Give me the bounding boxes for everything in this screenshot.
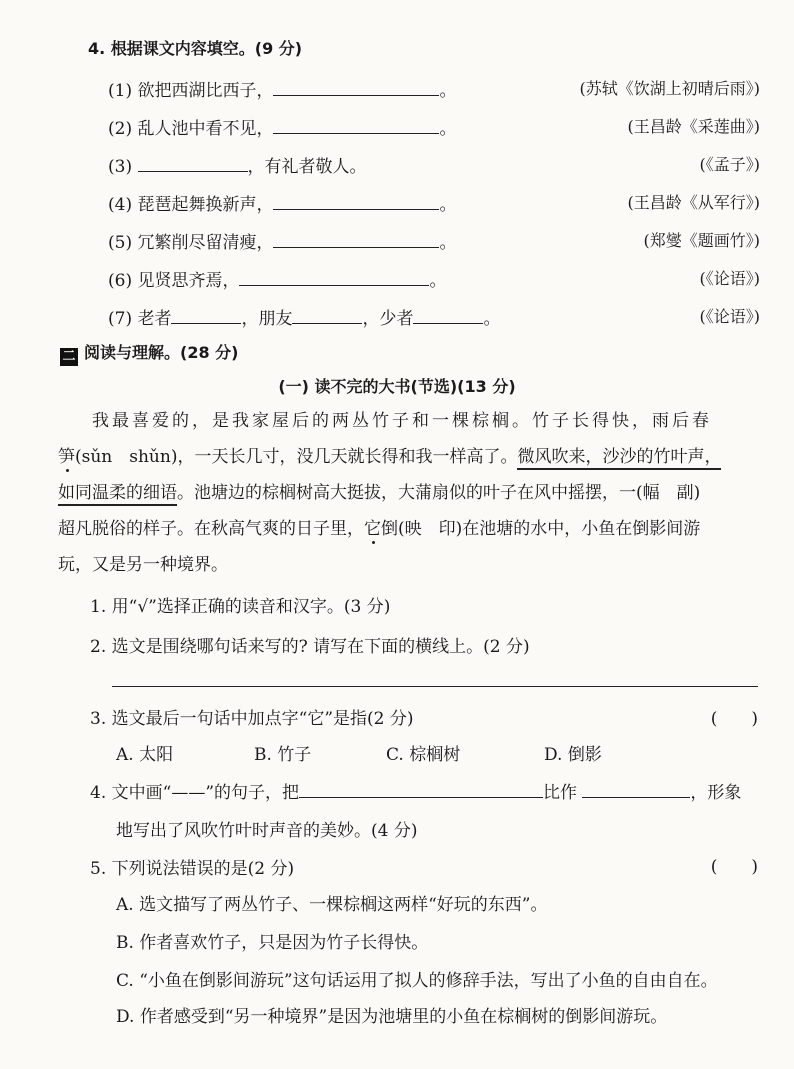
fill-item-2: (2) 乱人池中看不见， 。	[108, 119, 457, 139]
blank-5[interactable]	[273, 246, 439, 248]
passage-title: (一) 读不完的大书(节选)(13 分)	[278, 377, 516, 396]
source-6: (《论语》)	[699, 269, 760, 288]
source-5: (郑燮《题画竹》)	[643, 231, 760, 250]
fill-item-7: (7) 老者 ，朋友 ，少者 。	[108, 309, 501, 329]
fill-item-1: (1) 欲把西湖比西子， 。	[108, 81, 457, 101]
answer-line-2[interactable]	[112, 686, 758, 687]
dotted-char-it: 它	[364, 519, 381, 539]
source-1: (苏轼《饮湖上初晴后雨》)	[579, 79, 760, 98]
blank-7a[interactable]	[171, 322, 241, 324]
question-4-line-2: 地写出了风吹竹叶时声音的美妙。(4 分)	[116, 821, 418, 841]
blank-q4-b[interactable]	[582, 796, 690, 798]
section-2-header: 二 阅读与理解。(28 分)	[60, 340, 238, 366]
fill-item-4: (4) 琵琶起舞换新声， 。	[108, 195, 457, 215]
fill-item-3: (3) ，有礼者敬人。	[108, 157, 367, 177]
question-4: 4. 文中画“——”的句子，把 比作 ，形象	[90, 783, 742, 803]
q3-option-b[interactable]: B. 竹子	[254, 745, 312, 765]
blank-7b[interactable]	[292, 322, 362, 324]
source-3: (《孟子》)	[699, 155, 760, 174]
question-3: 3. 选文最后一句话中加点字“它”是指(2 分)	[90, 709, 414, 729]
blank-4[interactable]	[273, 208, 439, 210]
answer-paren-3[interactable]: ( )	[710, 709, 758, 729]
blank-6[interactable]	[239, 284, 429, 286]
q5-option-d[interactable]: D. 作者感受到“另一种境界”是因为池塘里的小鱼在棕榈树的倒影间游玩。	[116, 1007, 668, 1027]
fill-item-5: (5) 冗繁削尽留清瘦， 。	[108, 233, 457, 253]
passage-line-4: 超凡脱俗的样子。在秋高气爽的日子里，它倒(映 印)在池塘的水中，小鱼在倒影间游	[58, 519, 701, 539]
source-7: (《论语》)	[699, 307, 760, 326]
q4-title: 4. 根据课文内容填空。(9 分)	[88, 39, 303, 58]
answer-paren-5[interactable]: ( )	[710, 857, 758, 877]
question-5: 5. 下列说法错误的是(2 分)	[90, 859, 295, 879]
fill-item-6: (6) 见贤思齐焉， 。	[108, 271, 447, 291]
source-4: (王昌龄《从军行》)	[627, 193, 760, 212]
blank-1[interactable]	[273, 94, 439, 96]
source-2: (王昌龄《采莲曲》)	[627, 117, 760, 136]
underlined-sentence: 微风吹来，沙沙的竹叶声，	[517, 447, 721, 470]
question-2: 2. 选文是围绕哪句话来写的? 请写在下面的横线上。(2 分)	[90, 637, 530, 657]
blank-2[interactable]	[273, 132, 439, 134]
passage-line-3: 如同温柔的细语。池塘边的棕榈树高大挺拔，大蒲扇似的叶子在风中摇摆，一(幅 副)	[58, 476, 700, 510]
passage-line-5: 玩，又是另一种境界。	[58, 555, 228, 575]
section-badge: 二	[60, 348, 78, 366]
blank-3[interactable]	[138, 170, 248, 172]
passage-line-2: 笋(sǔn shǔn)，一天长几寸，没几天就长得和我一样高了。微风吹来，沙沙的竹叶声，	[58, 440, 721, 474]
q3-option-a[interactable]: A. 太阳	[116, 745, 174, 765]
q5-option-a[interactable]: A. 选文描写了两丛竹子、一棵棕榈这两样“好玩的东西”。	[116, 895, 548, 915]
blank-q4-a[interactable]	[299, 796, 543, 798]
blank-7c[interactable]	[413, 322, 483, 324]
passage-line-1: 我最喜爱的，是我家屋后的两丛竹子和一棵棕榈。竹子长得快，雨后春	[92, 411, 712, 431]
q3-option-d[interactable]: D. 倒影	[544, 745, 602, 765]
q3-option-c[interactable]: C. 棕榈树	[386, 745, 461, 765]
q5-option-b[interactable]: B. 作者喜欢竹子，只是因为竹子长得快。	[116, 933, 429, 953]
q5-option-c[interactable]: C. “小鱼在倒影间游玩”这句话运用了拟人的修辞手法，写出了小鱼的自由自在。	[116, 971, 718, 991]
question-1: 1. 用“√”选择正确的读音和汉字。(3 分)	[90, 597, 391, 617]
